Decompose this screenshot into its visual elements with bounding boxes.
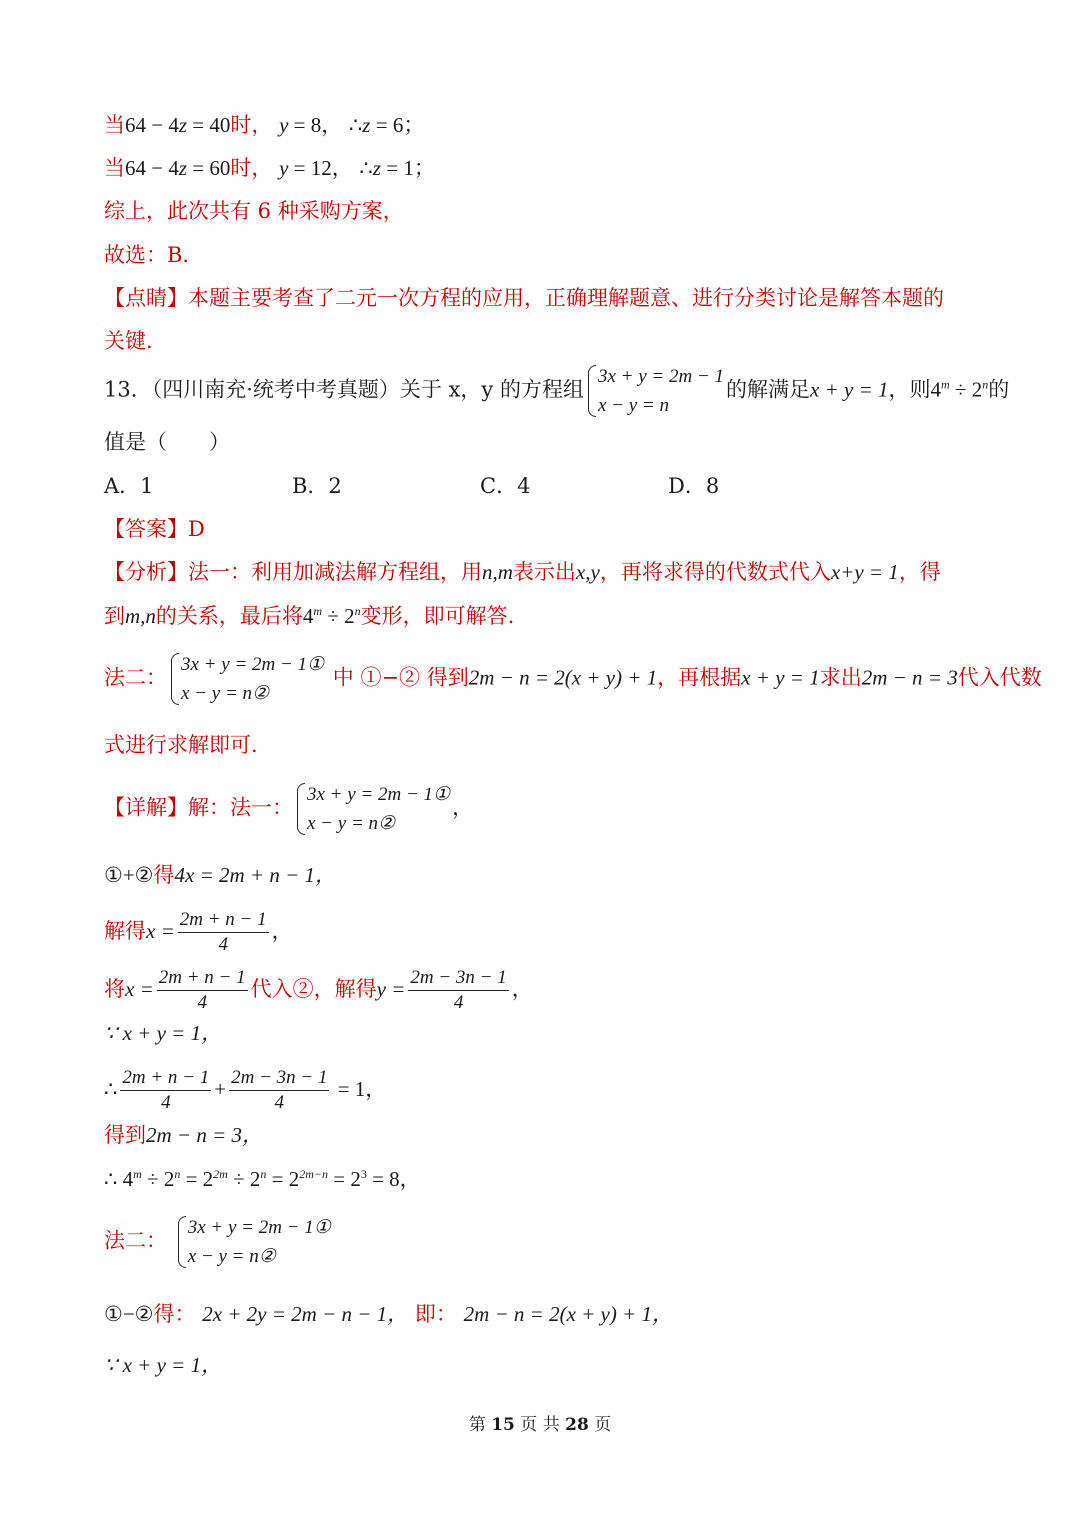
math-var: z <box>178 113 188 137</box>
exponent: 2m <box>213 1167 228 1181</box>
text: 变形，即可解答. <box>360 604 515 628</box>
math: x+y = 1 <box>830 560 899 584</box>
option-a: A．1 <box>104 474 154 498</box>
math: = 2 <box>180 1167 214 1191</box>
detail-head <box>104 780 473 838</box>
math: x + y = 1 <box>741 665 820 690</box>
fraction <box>229 1066 329 1115</box>
page-footer <box>0 1412 1080 1438</box>
detail-step-7 <box>104 1164 421 1194</box>
detail-step-5 <box>104 1066 386 1115</box>
exponent: n <box>174 1167 181 1181</box>
question-text: 13．（四川南充·统考中考真题）关于 x，y 的方程组 <box>104 377 584 402</box>
exponent: m <box>941 377 950 392</box>
math: ÷ 2 <box>949 377 983 402</box>
math: 64 − 4 <box>125 113 179 137</box>
equation-row: 3x + y = 2m − 1 <box>597 366 725 387</box>
math: 64 − 4 <box>125 156 179 180</box>
math: = 8， <box>366 1167 421 1191</box>
math: 2m − n = 3， <box>146 1123 264 1147</box>
fraction <box>157 966 248 1015</box>
math-var: y <box>279 156 289 180</box>
numerator: 2m + n − 1 <box>157 966 248 991</box>
equation-row: 3x + y = 2m − 1① <box>307 784 451 805</box>
math: = 2 <box>327 1167 361 1191</box>
footer-text: 页 <box>594 1415 612 1435</box>
detail-step-3 <box>104 966 533 1015</box>
math: 4 <box>302 604 314 628</box>
text: 代入代数 <box>957 665 1042 690</box>
fraction <box>408 966 508 1015</box>
equation-system <box>295 780 450 838</box>
question-13-stem <box>104 362 1009 420</box>
equation-row: x − y = n <box>597 395 669 416</box>
analysis-method-2 <box>104 650 1042 708</box>
denominator: 4 <box>453 992 464 1013</box>
denominator: 4 <box>197 992 207 1013</box>
math: 2x + 2y = 2m − n − 1， <box>202 1302 409 1326</box>
text: 解得 <box>104 919 146 943</box>
math: = 40 <box>187 113 231 137</box>
condition: x + y = 1 <box>810 377 889 402</box>
text: 得到 <box>104 1123 146 1147</box>
math: ÷ 2 <box>227 1167 261 1191</box>
text: ，得 <box>898 560 941 584</box>
numerator: 2m + n − 1 <box>178 908 269 933</box>
equation-system <box>169 650 324 708</box>
exponent: 3 <box>360 1167 367 1181</box>
case-line-2 <box>104 153 435 183</box>
math: = 60 <box>187 156 231 180</box>
math: ①−② <box>104 1302 154 1326</box>
text: 即： <box>414 1302 457 1326</box>
math: = 8， <box>288 113 343 137</box>
math: 2m − n = 3 <box>861 665 958 690</box>
exponent: m <box>133 1167 142 1181</box>
equation-row: 3x + y = 2m − 1① <box>181 654 325 675</box>
text: 代入②，解得 <box>250 977 377 1001</box>
remark-line-1: 【点睛】本题主要考查了二元一次方程的应用，正确理解题意、进行分类讨论是解答本题的 <box>104 286 944 310</box>
total-pages: 28 <box>565 1415 589 1435</box>
option-b: B．2 <box>292 474 342 498</box>
text: 求出 <box>819 665 862 690</box>
footer-text: 第 <box>468 1415 486 1435</box>
plus-sign: + <box>214 1077 227 1101</box>
case-line-1 <box>104 110 424 140</box>
equation-row: x − y = n② <box>187 1246 276 1267</box>
text: ，再将求得的代数式代入 <box>599 560 831 584</box>
analysis-line-2 <box>104 601 514 631</box>
text: ， <box>452 795 474 820</box>
numerator: 2m − 3n − 1 <box>408 966 508 991</box>
text: ， <box>271 919 293 943</box>
math: = 12， <box>288 156 353 180</box>
answer-line: 【答案】D <box>104 517 205 541</box>
text: 得： <box>153 1302 196 1326</box>
detail-step-2 <box>104 908 293 957</box>
math: = 1； <box>380 156 435 180</box>
denominator: 4 <box>161 1092 171 1113</box>
math: 2m − n = 2(x + y) + 1， <box>463 1302 674 1326</box>
text: 到 <box>104 604 125 628</box>
question-13-stem-end: 值是（ ） <box>104 430 230 454</box>
page-number: 15 <box>491 1415 515 1435</box>
text: 中 ①−② 得到 <box>332 665 469 690</box>
equation-system <box>176 1213 331 1271</box>
math: ÷ 2 <box>141 1167 175 1191</box>
math: 4x = 2m + n − 1， <box>174 863 336 887</box>
math: y = <box>376 977 406 1001</box>
choice-line: 故选：B. <box>104 243 190 267</box>
text: ， <box>511 977 533 1001</box>
math: = 2 <box>266 1167 300 1191</box>
equation-row: 3x + y = 2m − 1① <box>187 1217 331 1238</box>
remark-line-2: 关键. <box>104 329 153 353</box>
math-var: n,m <box>482 560 513 584</box>
exponent: m <box>313 604 323 618</box>
fraction <box>178 908 269 957</box>
therefore-symbol: ∴ <box>104 1077 118 1101</box>
option-d: D．8 <box>668 474 720 498</box>
detail-step-4: ∵ x + y = 1， <box>104 1021 223 1045</box>
text: ，再根据 <box>657 665 742 690</box>
math-var: m,n <box>125 604 156 628</box>
text: 时， <box>230 113 273 137</box>
fraction <box>120 1066 211 1115</box>
detail-step-1 <box>104 860 336 890</box>
question-text: 的 <box>988 377 1010 402</box>
question-text: 的解满足 <box>726 377 811 402</box>
exponent: n <box>354 604 361 618</box>
exponent: n <box>982 377 989 392</box>
math: x = <box>125 977 154 1001</box>
denominator: 4 <box>274 1092 285 1113</box>
math: 4 <box>930 377 941 402</box>
math: 2m − n = 2(x + y) + 1 <box>468 665 658 690</box>
text: 当 <box>104 113 125 137</box>
math-var: y <box>279 113 289 137</box>
method-label: 法二： <box>104 1228 167 1253</box>
footer-text: 页 共 <box>520 1415 560 1435</box>
math: ∴ 4 <box>104 1167 134 1191</box>
math-var: z <box>178 156 188 180</box>
text: 的关系，最后将 <box>155 604 303 628</box>
therefore-symbol: ∴ <box>359 156 373 180</box>
answer-options <box>104 471 856 501</box>
exponent: n <box>260 1167 267 1181</box>
math: ①+② <box>104 863 154 887</box>
text: 表示出 <box>512 560 576 584</box>
method-label: 法二： <box>104 665 167 690</box>
math: = 6； <box>370 113 425 137</box>
text: 得 <box>153 863 175 887</box>
text: 【详解】解：法一： <box>104 795 293 820</box>
question-text: ，则 <box>888 377 931 402</box>
numerator: 2m − 3n − 1 <box>229 1066 329 1091</box>
text: 时， <box>230 156 273 180</box>
math: = 1， <box>332 1077 387 1101</box>
detail-method-2 <box>104 1213 333 1271</box>
exponent: 2m−n <box>299 1167 328 1181</box>
detail-step-6 <box>104 1120 263 1150</box>
math-var: x,y <box>575 560 600 584</box>
math: ÷ 2 <box>322 604 355 628</box>
detail-step-9: ∵ x + y = 1， <box>104 1353 223 1377</box>
equation-system <box>586 362 724 420</box>
equation-row: x − y = n② <box>307 813 396 834</box>
math-var: z <box>362 113 371 137</box>
numerator: 2m + n − 1 <box>120 1066 211 1091</box>
analysis-line-1 <box>104 557 941 587</box>
text: 【分析】法一：利用加减法解方程组，用 <box>104 560 482 584</box>
math-var: z <box>372 156 381 180</box>
text: 当 <box>104 156 125 180</box>
analysis-method-2-end: 式进行求解即可. <box>104 733 258 757</box>
detail-step-8 <box>104 1299 673 1329</box>
therefore-symbol: ∴ <box>348 113 363 137</box>
math: x = <box>146 919 175 943</box>
equation-row: x − y = n② <box>181 683 270 704</box>
denominator: 4 <box>218 934 228 955</box>
summary-line: 综上，此次共有 6 种采购方案， <box>104 199 404 223</box>
option-c: C．4 <box>480 474 531 498</box>
text: 将 <box>104 977 125 1001</box>
